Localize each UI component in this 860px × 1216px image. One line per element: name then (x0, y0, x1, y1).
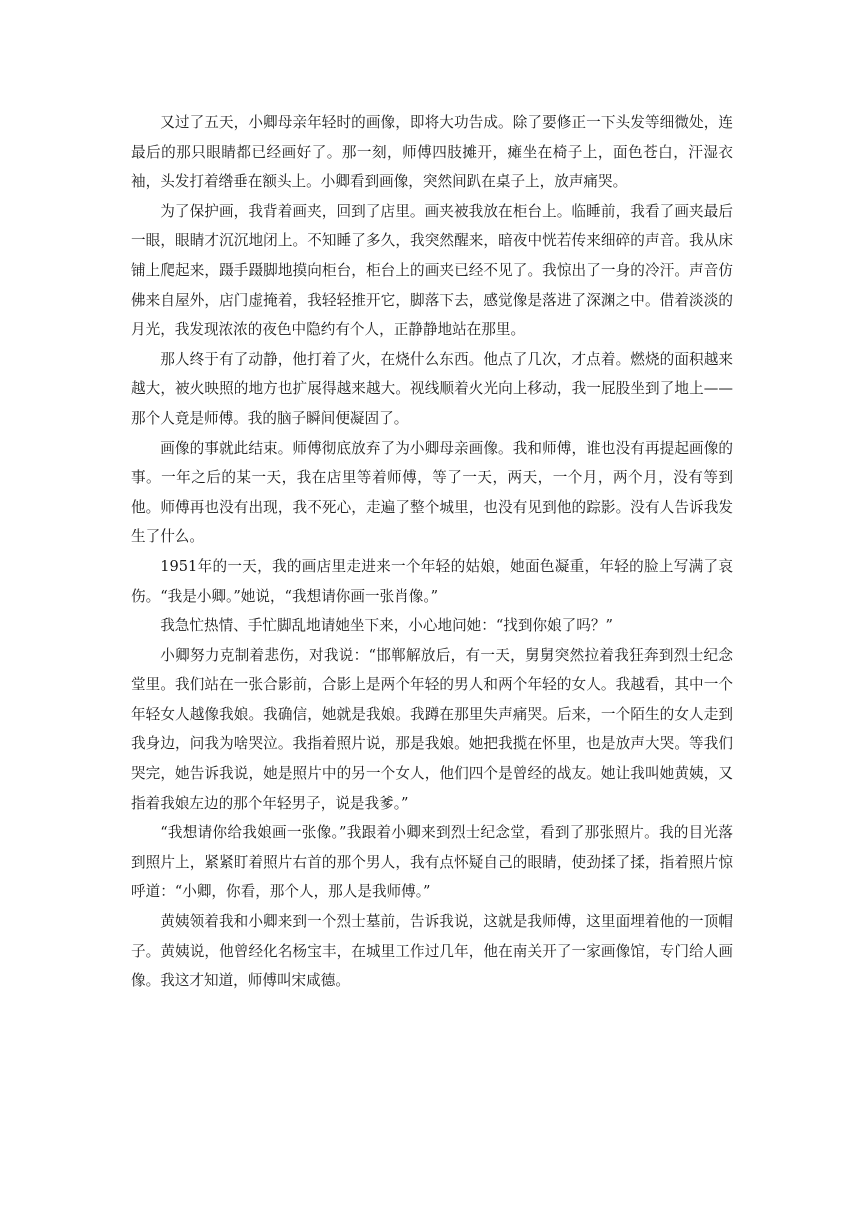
paragraph-8: “我想请你给我娘画一张像。”我跟着小卿来到烈士纪念堂，看到了那张照片。我的目光落到照片上，紧紧盯着照片右首的那个男人，我有点怀疑自己的眼睛，使劲揉了揉，指着照片惊呼道：“小卿，你看，那个人，那人是我师傅。” (131, 824, 733, 901)
paragraph-3: 那人终于有了动静，他打着了火，在烧什么东西。他点了几次，才点着。燃烧的面积越来越大，被火映照的地方也扩展得越来越大。视线顺着火光向上移动，我一屁股坐到了地上——那个人竟是师傅。我的脑子瞬间便凝固了。 (131, 350, 733, 427)
paragraph-2: 为了保护画，我背着画夹，回到了店里。画夹被我放在柜台上。临睡前，我看了画夹最后一眼，眼睛才沉沉地闭上。不知睡了多久，我突然醒来，暗夜中恍若传来细碎的声音。我从床铺上爬起来，蹑手蹑脚地摸向柜台，柜台上的画夹已经不见了。我惊出了一身的冷汗。声音仿佛来自屋外，店门虚掩着，我轻轻推开它，脚落下去，感觉像是落进了深渊之中。借着淡淡的月光，我发现浓浓的夜色中隐约有个人，正静静地站在那里。 (131, 202, 733, 339)
paragraph-9: 黄姨领着我和小卿来到一个烈士墓前，告诉我说，这就是我师傅，这里面埋着他的一顶帽子。黄姨说，他曾经化名杨宝丰，在城里工作过几年，他在南关开了一家画像馆，专门给人画像。我这才知道，师傅叫宋咸德。 (131, 913, 733, 990)
paragraph-5: 1951年的一天，我的画店里走进来一个年轻的姑娘，她面色凝重，年轻的脸上写满了哀伤。“我是小卿。”她说，“我想请你画一张肖像。” (131, 557, 733, 605)
paragraph-4: 画像的事就此结束。师傅彻底放弃了为小卿母亲画像。我和师傅，谁也没有再提起画像的事。一年之后的某一天，我在店里等着师傅，等了一天，两天，一个月，两个月，没有等到他。师傅再也没有出现，我不死心，走遍了整个城里，也没有见到他的踪影。没有人告诉我发生了什么。 (131, 439, 733, 546)
paragraph-7: 小卿努力克制着悲伤，对我说：“邯郸解放后，有一天，舅舅突然拉着我狂奔到烈士纪念堂里。我们站在一张合影前，合影上是两个年轻的男人和两个年轻的女人。我越看，其中一个年轻女人越像我娘。我确信，她就是我娘。我蹲在那里失声痛哭。后来，一个陌生的女人走到我身边，问我为啥哭泣。我指着照片说，那是我娘。她把我揽在怀里，也是放声大哭。等我们哭完，她告诉我说，她是照片中的另一个女人，他们四个是曾经的战友。她让我叫她黄姨，又指着我娘左边的那个年轻男子，说是我爹。” (131, 646, 733, 812)
paragraph-6: 我急忙热情、手忙脚乱地请她坐下来，小心地问她：“找到你娘了吗？” (160, 617, 613, 635)
document-body (131, 108, 733, 996)
paragraph-1: 又过了五天，小卿母亲年轻时的画像，即将大功告成。除了要修正一下头发等细微处，连最后的那只眼睛都已经画好了。那一刻，师傅四肢摊开，瘫坐在椅子上，面色苍白，汗湿衣袖，头发打着绺垂在额头上。小卿看到画像，突然间趴在桌子上，放声痛哭。 (131, 114, 733, 191)
